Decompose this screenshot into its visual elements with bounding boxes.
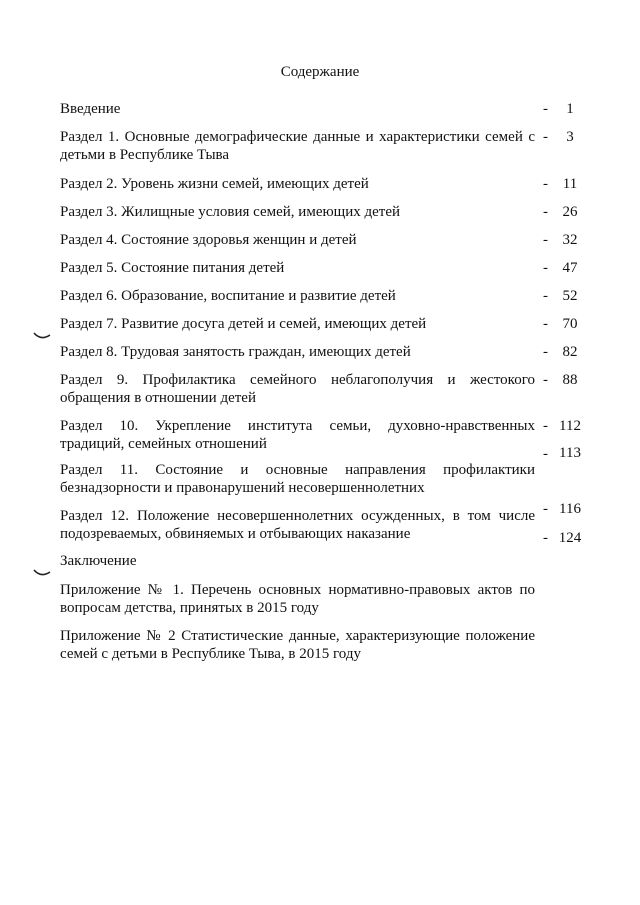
toc-entry-section-12 (60, 507, 535, 543)
toc-entry-section-11 (60, 461, 535, 497)
toc-dash: - (543, 372, 548, 388)
toc-entry-text: Раздел 5. Состояние питания детей (60, 260, 285, 276)
toc-page-number: 88 (562, 372, 578, 388)
toc-dash: - (543, 418, 548, 434)
toc-page-number: 70 (562, 316, 578, 332)
toc-page-number: 116 (559, 501, 581, 517)
toc-entry-section-7 (60, 315, 535, 333)
toc-entry-text: Раздел 7. Развитие досуга детей и семей, имеющих детей (60, 316, 427, 332)
toc-entry-text: Раздел 6. Образование, воспитание и развитие детей (60, 288, 396, 304)
toc-page-number: 1 (566, 101, 574, 117)
toc-dash: - (543, 530, 548, 546)
toc-entry-text: Приложение № 2 Статистические данные, характеризующие положение семей с детьми в Республике Тыва, в 2015 году (60, 628, 535, 662)
margin-tick-mark (33, 330, 51, 342)
toc-page-number: 124 (558, 530, 582, 546)
toc-page-number: 112 (559, 418, 581, 434)
toc-entry-section-10 (60, 417, 535, 453)
toc-entry-introduction (60, 100, 535, 118)
toc-page-number: 11 (562, 176, 578, 192)
toc-page-number: 113 (559, 445, 581, 461)
toc-entry-text: Раздел 1. Основные демографические данные и характеристики семей с детьми в Республике Тыва (60, 129, 535, 163)
toc-entry-section-1 (60, 128, 535, 164)
toc-entry-section-5 (60, 259, 535, 277)
toc-entry-text: Раздел 12. Положение несовершеннолетних осужденных, в том числе подозреваемых, обвиняемых и отбывающих наказание (60, 508, 535, 542)
toc-dash: - (543, 101, 548, 117)
toc-dash: - (543, 344, 548, 360)
toc-entry-section-3 (60, 203, 535, 221)
toc-dash: - (543, 176, 548, 192)
toc-entry-text: Раздел 8. Трудовая занятость граждан, имеющих детей (60, 344, 411, 360)
toc-page-number: 32 (562, 232, 578, 248)
toc-dash: - (543, 316, 548, 332)
toc-entry-text: Приложение № 1. Перечень основных нормативно-правовых актов по вопросам детства, принятых в 2015 году (60, 582, 535, 616)
toc-entry-section-9 (60, 371, 535, 407)
toc-entry-text: Раздел 10. Укрепление института семьи, духовно-нравственных традиций, семейных отношений (60, 418, 535, 452)
toc-entry-text: Раздел 9. Профилактика семейного неблагополучия и жестокого обращения в отношении детей (60, 372, 535, 406)
toc-page-number: 82 (562, 344, 578, 360)
toc-dash: - (543, 446, 548, 462)
toc-entry-section-6 (60, 287, 535, 305)
toc-entry-text: Заключение (60, 553, 137, 569)
toc-dash: - (543, 232, 548, 248)
toc-page-number: 26 (562, 204, 578, 220)
toc-dash: - (543, 288, 548, 304)
toc-entry-appendix-1 (60, 581, 535, 617)
toc-entry-text: Раздел 2. Уровень жизни семей, имеющих детей (60, 176, 369, 192)
toc-entry-text: Раздел 3. Жилищные условия семей, имеющих детей (60, 204, 401, 220)
toc-entry-section-2 (60, 175, 535, 193)
toc-entry-section-4 (60, 231, 535, 249)
toc-entry-conclusion (60, 552, 535, 570)
toc-entry-text: Введение (60, 101, 121, 117)
page-title: Содержание (280, 64, 360, 80)
toc-entry-text: Раздел 11. Состояние и основные направления профилактики безнадзорности и правонарушений несовершеннолетних (60, 462, 535, 496)
toc-dash: - (543, 204, 548, 220)
toc-page-number: 47 (562, 260, 578, 276)
toc-dash: - (543, 501, 548, 517)
toc-entry-section-8 (60, 343, 535, 361)
margin-tick-mark (33, 567, 51, 579)
toc-page-number: 52 (562, 288, 578, 304)
toc-entry-text: Раздел 4. Состояние здоровья женщин и детей (60, 232, 357, 248)
toc-page-number: 3 (566, 129, 574, 145)
toc-entry-appendix-2 (60, 627, 535, 663)
toc-dash: - (543, 129, 548, 145)
toc-dash: - (543, 260, 548, 276)
